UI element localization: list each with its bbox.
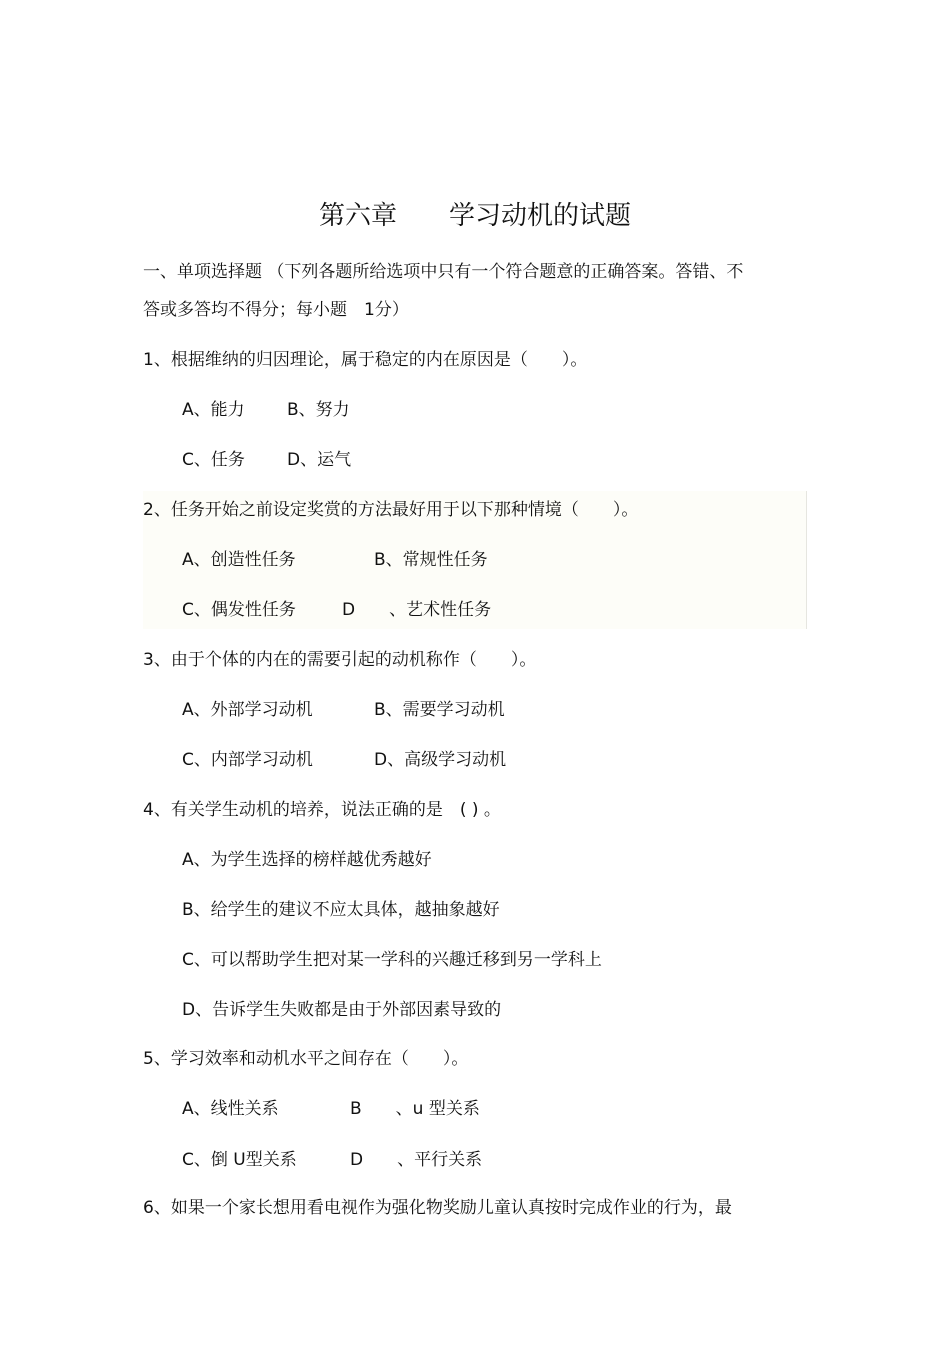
question-4-stem: 4、有关学生动机的培养，说法正确的是 ( ) 。 xyxy=(143,800,501,820)
question-1-option-a: A、能力 xyxy=(182,400,245,420)
question-3-option-c: C、内部学习动机 xyxy=(182,750,313,770)
question-6-stem: 6、如果一个家长想用看电视作为强化物奖励儿童认真按时完成作业的行为，最 xyxy=(143,1198,732,1218)
question-3-option-d: D、高级学习动机 xyxy=(374,750,507,770)
question-3-option-a: A、外部学习动机 xyxy=(182,700,313,720)
question-5-option-a: A、线性关系 xyxy=(182,1099,279,1119)
page-title: 第六章 学习动机的试题 xyxy=(318,201,631,231)
question-4-option-d: D、告诉学生失败都是由于外部因素导致的 xyxy=(182,1000,502,1020)
question-2-option-d: D 、艺术性任务 xyxy=(342,600,492,620)
question-3-stem: 3、由于个体的内在的需要引起的动机称作（ ）。 xyxy=(143,650,537,670)
question-2-option-a: A、创造性任务 xyxy=(182,550,296,570)
question-5-option-c: C、倒 U型关系 xyxy=(182,1150,297,1170)
question-4-option-c: C、可以帮助学生把对某一学科的兴趣迁移到另一学科上 xyxy=(182,950,602,970)
section-heading-line-2: 答或多答均不得分；每小题 1分） xyxy=(143,300,409,320)
question-5-stem: 5、学习效率和动机水平之间存在（ ）。 xyxy=(143,1049,469,1069)
question-1-stem: 1、根据维纳的归因理论，属于稳定的内在原因是（ ）。 xyxy=(143,350,588,370)
question-5-option-d: D 、平行关系 xyxy=(350,1150,483,1170)
question-4-option-a: A、为学生选择的榜样越优秀越好 xyxy=(182,850,432,870)
question-5-option-b: B 、u 型关系 xyxy=(350,1099,480,1119)
section-heading-line-1: 一、单项选择题 （下列各题所给选项中只有一个符合题意的正确答案。答错、不 xyxy=(143,262,744,282)
question-1-option-b: B、努力 xyxy=(287,400,350,420)
question-4-option-b: B、给学生的建议不应太具体，越抽象越好 xyxy=(182,900,500,920)
question-2-stem: 2、任务开始之前设定奖赏的方法最好用于以下那种情境（ ）。 xyxy=(143,500,639,520)
question-2-option-c: C、偶发性任务 xyxy=(182,600,296,620)
question-2-option-b: B、常规性任务 xyxy=(374,550,488,570)
question-1-option-c: C、任务 xyxy=(182,450,245,470)
question-1-option-d: D、运气 xyxy=(287,450,352,470)
question-3-option-b: B、需要学习动机 xyxy=(374,700,505,720)
